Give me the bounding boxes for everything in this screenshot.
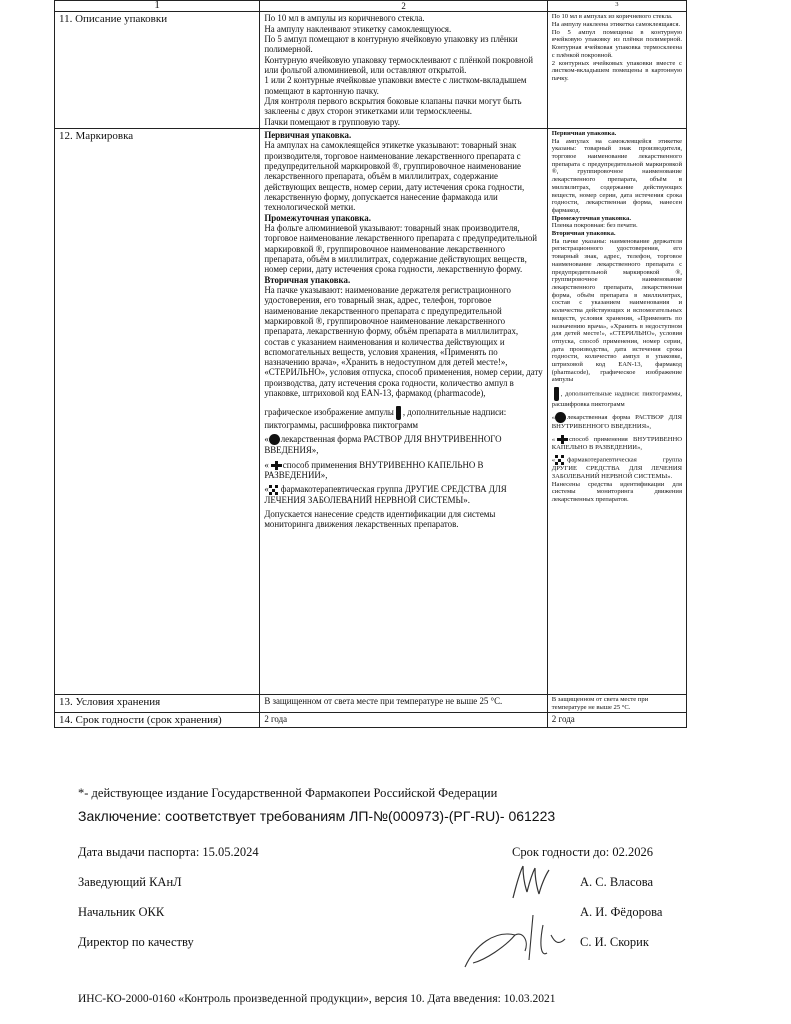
result-text: На ампулах на самоклеящейся этикетке указаны: товарный знак производителя, торговое наименование лекарственного препарата с предупредительной маркировкой ®, группировочное наименование лекарственного препарата, объём в миллилитрах, содержание действующих веществ, номер серии, дата истечения срока годности, лекарственная форма, нанесен фармакод.: [551, 137, 682, 214]
signatory-name: А. С. Власова: [580, 875, 654, 889]
pictogram-legend: способ применения ВНУТРИВЕННО КАПЕЛЬНО В РАЗВЕДЕНИИ»,: [264, 459, 484, 481]
pictogram-legend: фармакотерапевтическая группа ДРУГИЕ СРЕДСТВА ДЛЯ ЛЕЧЕНИЯ ЗАБОЛЕВАНИЙ НЕРВНОЙ СИСТЕМЫ».: [264, 484, 507, 506]
dosage-form-pictogram-icon: [269, 434, 280, 445]
result-text: По 10 мл в ампулах из коричневого стекла. На ампулу наклеена этикетка самоклеящаяся. По 5 ампул помещены в контурную ячейковую упаковку из плёнки полимерной. Контурная ячейковая упаковка термосклеена с плёнкой покровной. 2 контурных ячейковых упаковки вместе с листком-вкладышем помещены в картонную пачку.: [551, 13, 682, 82]
signatory-role: Заведующий КАнЛ: [78, 875, 182, 889]
signatory-name: А. И. Фёдорова: [580, 905, 663, 919]
pictogram-legend: способ применения ВНУТРИВЕННО КАПЕЛЬНО В РАЗВЕДЕНИИ»,: [551, 435, 682, 451]
row-storage-conditions: [55, 694, 687, 712]
ampoule-icon: [396, 406, 401, 420]
row-packaging-description: [55, 12, 687, 129]
pharmacopoeia-footnote: *- действующее издание Государственной Фармакопеи Российской Федерации: [78, 786, 498, 800]
requirement-text: На ампулах на самоклеящейся этикетке указывают: товарный знак производителя, торговое наименование лекарственного препарата с предупредительной маркировкой ®, группировочное наименование лекарственного препарата, объём в миллилитрах, содержание действующих веществ, номер серии, дату истечения срока годности, лекарственную форму, допускается нанесение фармакода или технологической метки.: [264, 140, 525, 213]
section-heading: Вторичная упаковка.: [551, 230, 616, 238]
header-col-3: 3: [547, 1, 686, 12]
expiry-date: Срок годности до: 02.2026: [512, 845, 654, 859]
pictogram-legend: фармакотерапевтическая группа ДРУГИЕ СРЕДСТВА ДЛЯ ЛЕЧЕНИЯ ЗАБОЛЕВАНИЙ НЕРВНОЙ СИСТЕМЫ».: [551, 456, 682, 480]
iv-drip-pictogram-icon: [269, 461, 283, 470]
requirement-text: графическое изображение ампулы: [264, 407, 394, 418]
row-label: 13. Условия хранения: [55, 694, 260, 712]
row-label: 12. Маркировка: [55, 128, 260, 694]
section-heading: Вторичная упаковка.: [264, 274, 351, 285]
result-text: В защищенном от света месте при температуре не выше 25 °С.: [547, 694, 686, 712]
signatory-name: С. И. Скорик: [580, 935, 649, 949]
signature-skorik-icon: [455, 905, 570, 975]
header-col-2: 2: [260, 1, 547, 12]
row-label: 14. Срок годности (срок хранения): [55, 713, 260, 728]
pictogram-legend: лекарственная форма РАСТВОР ДЛЯ ВНУТРИВЕННОГО ВВЕДЕНИЯ»,: [264, 433, 502, 456]
requirement-text: По 10 мл в ампулы из коричневого стекла. На ампулу наклеивают этикетку самоклеящуюся. По 5 ампул помещают в контурную ячейковую упаковку из плёнки полимерной. Контурную ячейковую упаковку термосклеивают с плёнкой покровной или фольгой алюминиевой, или оставляют открытой. 1 или 2 контурные ячейковые упаковки вместе с листком-вкладышем помещают в картонную пачку. Для контроля первого вскрытия боковые клапаны пачки могут быть заклеены с двух сторон этикетками или термосклеены. Пачки помещают в групповую тару.: [264, 13, 533, 127]
result-text: Нанесены средства идентификации для системы мониторинга движения лекарственных препаратов.: [551, 480, 682, 504]
conclusion: Заключение: соответствует требованиям ЛП-№(000973)-(РГ-RU)- 061223: [78, 808, 556, 824]
row-label: 11. Описание упаковки: [55, 12, 260, 129]
result-text: На пачке указаны: наименование держателя регистрационного удостоверения, его товарный знак, адрес, телефон, торговое наименование лекарственного препарата с предупредительной маркировкой ®, группировочное наименование лекарственного препарата, лекарственная форма, объём препарата в миллилитрах, состав с указанием наименования и количества действующих и вспомогательных веществ, условия хранения, «Применять по назначению врача», «Хранить в недоступном для детей месте!», «СТЕРИЛЬНО», условия отпуска, способ применения, номер серии, дата производства, дата истечения срока годности, количество ампул в упаковке, штриховой код EAN-13, фармакод (pharmacode), графическое изображение ампулы: [551, 237, 682, 384]
section-heading: Первичная упаковка.: [264, 129, 352, 140]
requirement-text: Допускается нанесение средств идентификации для системы мониторинга движения лекарственных препаратов.: [264, 508, 496, 529]
result-text: 2 года: [547, 713, 686, 728]
issue-date: Дата выдачи паспорта: 15.05.2024: [78, 845, 259, 859]
requirement-text: , дополнительные надписи: пиктограммы, расшифровка пиктограмм: [264, 407, 507, 431]
header-col-1: 1: [55, 1, 260, 12]
table-header-row: [55, 1, 687, 12]
dosage-form-pictogram-icon: [555, 412, 566, 423]
section-heading: Промежуточная упаковка.: [551, 214, 631, 222]
iv-drip-pictogram-icon: [555, 435, 569, 444]
result-text: , дополнительные надписи: пиктограммы, расшифровка пиктограмм: [551, 390, 682, 409]
ampoule-icon: [554, 387, 559, 401]
document-code: ИНС-КО-2000-0160 «Контроль произведенной продукции», версия 10. Дата введения: 10.03.2021: [78, 993, 556, 1005]
result-text: Пленка покровная: без печати.: [551, 222, 638, 230]
pharmacotherapeutic-pictogram-icon: [269, 485, 281, 495]
requirement-text: В защищенном от света месте при температуре не выше 25 °С.: [260, 694, 547, 712]
requirement-text: 2 года: [260, 713, 547, 728]
requirement-text: На фольге алюминиевой указывают: товарный знак производителя, торговое наименование лекарственного препарата с предупредительной маркировкой ®, группировочное наименование лекарственного препарата, объём в миллилитрах, содержание действующих веществ, номер серии, дату истечения срока годности, лекарственную форму.: [264, 222, 538, 275]
pictogram-legend: лекарственная форма РАСТВОР ДЛЯ ВНУТРИВЕННОГО ВВЕДЕНИЯ»,: [551, 413, 682, 430]
row-labeling: 12. Маркировка Первичная упаковка. На ампулах на самоклеящейся этикетке указывают: товарный знак производителя, торговое наименование лекарственного препарата с предупредительной маркировкой ®, группировочное наименование лекарственного препарата, объём в миллилитрах, содержание действующих веществ, номер серии, дату истечения срока годности, лекарственную форму, допускается нанесение фармакода или технологической метки. Промежуточная упаковка. На фольге алюминиевой указывают: товарный знак производителя, торговое наименование лекарственного препарата с предупредительной маркировкой ®, группировочное наименование лекарственного препарата, объём в миллилитрах, содержание действующих веществ, номер серии, дату истечения срока годности, лекарственную форму. Вторичная упаковка. На пачке указывают: наименование держателя регистрационного удостоверения, его товарный знак, адрес, телефон, торговое наименование лекарственного препарата с предупредительной маркировкой ®, группировочное наименование лекарственного препарата, лекарственную форму, объём препарата в миллилитрах, состав с указанием наименования и количества действующих и вспомогательных веществ, условия хранения, «Применять по назначению врача», «Хранить в недоступном для детей месте!», «СТЕРИЛЬНО», условия отпуска, способ применения, номер серии, дату производства, дату истечения срока годности, количество ампул в упаковке, штриховой код EAN-13, фармакод (pharmacode), графическое изображение ампулы , дополнительные надписи: пиктограммы, расшифровка пиктограмм « лекарственная форма РАСТВОР ДЛЯ ВНУТРИВЕННОГО ВВЕДЕНИЯ», « способ применения ВНУТРИВЕННО КАПЕЛЬНО В РАЗВЕДЕНИИ», « фармакотерапевтическая группа ДРУГИЕ СРЕДСТВА ДЛЯ ЛЕЧЕНИЯ ЗАБОЛЕВАНИЙ НЕРВНОЙ СИСТЕМЫ». Допускается нанесение средств идентификации для системы мониторинга движения лекарственных препаратов. Первичная упаковка. На ампулах на самоклеящейся этикетке указаны: товарный знак производителя, торговое наименование лекарственного препарата с предупредительной маркировкой ®, группировочное наименование лекарственного препарата, объём в миллилитрах, содержание действующих веществ, номер серии, дата истечения срока годности, лекарственная форма, нанесен фармакод. Промежуточная упаковка. Пленка покровная: без печати. Вторичная упаковка. На пачке указаны: наименование держателя регистрационного удостоверения, его товарный знак, адрес, телефон, торговое наименование лекарственного препарата с предупредительной маркировкой ®, группировочное наименование лекарственного препарата, лекарственная форма, объём препарата в миллилитрах, состав с указанием наименования и количества действующих и вспомогательных веществ, условия хранения, «Применять по назначению врача», «Хранить в недоступном для детей месте!», «СТЕРИЛЬНО», условия отпуска, способ применения, номер серии, дата производства, дата истечения срока годности, количество ампул в упаковке, штриховой код EAN-13, фармакод (pharmacode), графическое изображение ампулы , дополнительные надписи: пиктограммы, расшифровка пиктограмм « лекарственная форма РАСТВОР ДЛЯ ВНУТРИВЕННОГО ВВЕДЕНИЯ», « способ применения ВНУТРИВЕННО КАПЕЛЬНО В РАЗВЕДЕНИИ», « фармакотерапевтическая группа ДРУГИЕ СРЕДСТВА ДЛЯ ЛЕЧЕНИЯ ЗАБОЛЕВАНИЙ НЕРВНОЙ СИСТЕМЫ». Нанесены средства идентификации для системы мониторинга движения лекарственных препаратов.: [55, 128, 687, 694]
pharmacotherapeutic-pictogram-icon: [555, 455, 567, 465]
row-shelf-life: [55, 713, 687, 728]
signatory-role: Начальник ОКК: [78, 905, 165, 919]
requirement-text: На пачке указывают: наименование держателя регистрационного удостоверения, его товарный знак, адрес, телефон, торговое наименование лекарственного препарата с предупредительной маркировкой ®, группировочное наименование лекарственного препарата, лекарственную форму, объём препарата в миллилитрах, состав с указанием наименования и количества действующих и вспомогательных веществ, условия хранения, «Применять по назначению врача», «Хранить в недоступном для детей месте!», «СТЕРИЛЬНО», условия отпуска, способ применения, номер серии, дату производства, дату истечения срока годности, количество ампул в упаковке, штриховой код EAN-13, фармакод (pharmacode),: [264, 284, 543, 399]
signatory-role: Директор по качеству: [78, 935, 194, 949]
signature-vlasova-icon: [505, 862, 565, 902]
section-heading: Промежуточная упаковка.: [264, 212, 371, 223]
passport-table: [54, 0, 687, 728]
section-heading: Первичная упаковка.: [551, 129, 617, 137]
